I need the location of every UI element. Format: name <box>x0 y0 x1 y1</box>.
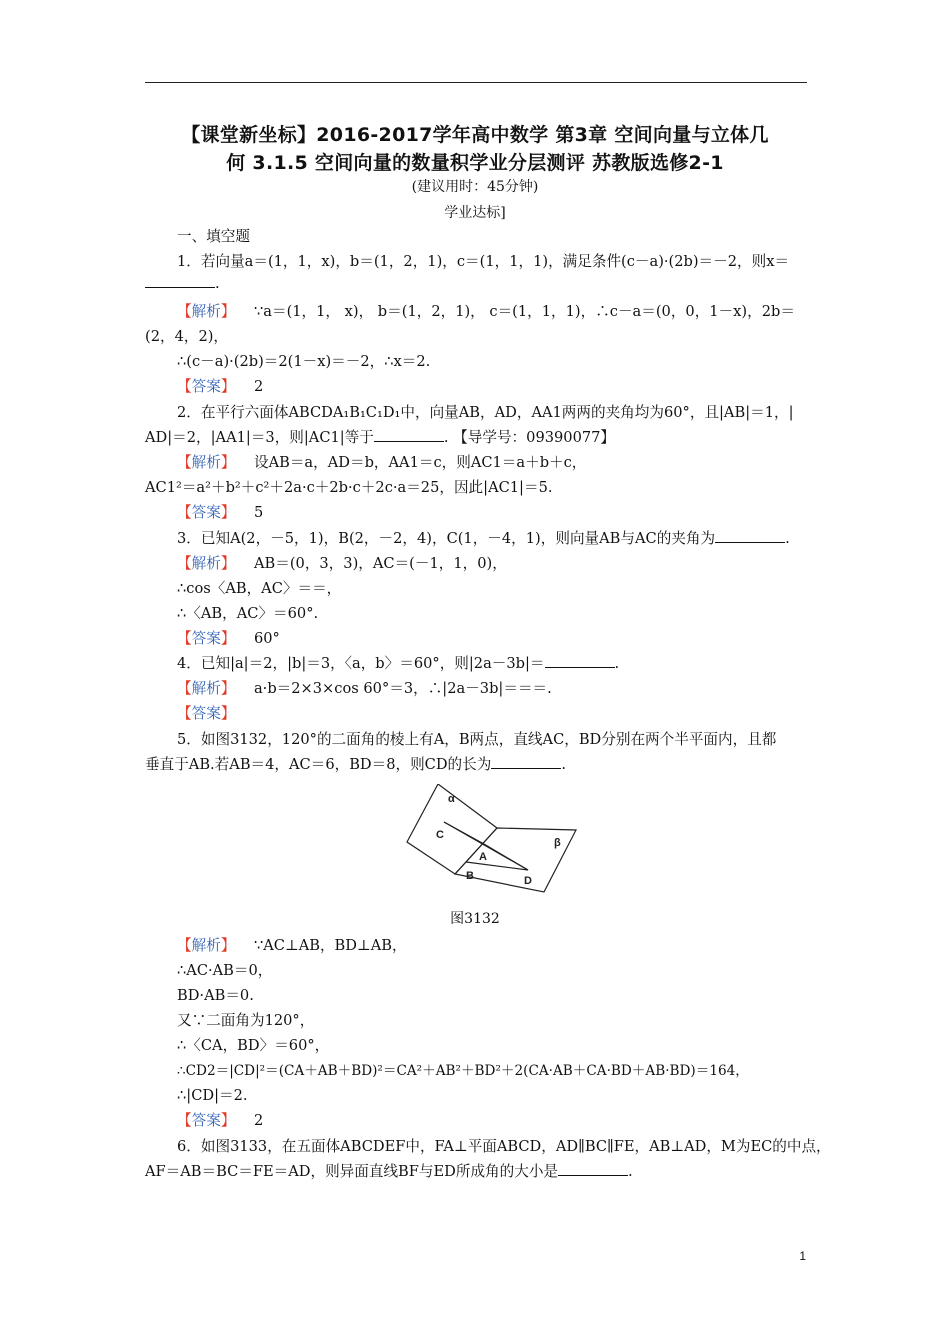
daan-tag: 【答案】 <box>177 1112 236 1129</box>
q1-solution: 【解析】 ∵a＝(1，1， x)， b＝(1，2，1)， c＝(1，1，1)，∴c－a＝(0，0，1－x)，2b＝ <box>177 303 795 320</box>
part-heading: 一、填空题 <box>177 228 250 245</box>
dihedral-angle-figure <box>404 784 580 896</box>
q5-solution: 【解析】 ∵AC⊥AB，BD⊥AB， <box>177 937 407 954</box>
q6-stem: 6．如图3133，在五面体ABCDEF中，FA⊥平面ABCD，AD∥BC∥FE，AB⊥AD，M为EC的中点， <box>177 1138 831 1155</box>
q4-stem: 4．已知|a|＝2，|b|＝3，〈a，b〉＝60°，则|2a－3b|＝ . <box>177 655 620 672</box>
jiexi-tag: 【解析】 <box>177 454 236 471</box>
q4-solution: 【解析】 a·b＝2×3×cos 60°＝3，∴|2a－3b|＝＝＝. <box>177 680 552 697</box>
header-rule <box>145 82 807 83</box>
q1-stem-cont: . <box>145 275 220 292</box>
section-heading: 学业达标] <box>444 205 506 221</box>
label-A: A <box>479 851 487 863</box>
title-line-2: 何 3.1.5 空间向量的数量积学业分层测评 苏教版选修2-1 <box>226 152 724 174</box>
daan-tag: 【答案】 <box>177 504 236 521</box>
q5-solution-7: ∴|CD|＝2. <box>177 1087 248 1104</box>
q4-answer <box>177 702 235 723</box>
q2-answer: 【答案】 5 <box>177 504 264 521</box>
label-C: C <box>436 829 444 841</box>
time-hint: (建议用时：45分钟) <box>411 179 539 195</box>
q3-solution: 【解析】 AB＝(0，3，3)，AC＝(－1，1，0)， <box>177 555 507 572</box>
q5-answer: 【答案】 2 <box>177 1112 264 1129</box>
label-B: B <box>466 870 474 882</box>
jiexi-tag: 【解析】 <box>177 555 236 572</box>
jiexi-tag: 【解析】 <box>177 937 236 954</box>
q3-answer: 【答案】 60° <box>177 630 280 647</box>
q1-answer: 【答案】 2 <box>177 378 264 395</box>
document-title <box>140 121 810 177</box>
jiexi-tag: 【解析】 <box>177 303 236 320</box>
q1-stem: 1．若向量a＝(1，1，x)，b＝(1，2，1)，c＝(1，1，1)，满足条件(c－a)·(2b)＝－2，则x＝ <box>177 253 790 270</box>
answer-blank <box>715 530 785 543</box>
daan-tag: 【答案】 <box>177 630 236 647</box>
q1-solution-3: ∴(c－a)·(2b)＝2(1－x)＝－2，∴x＝2. <box>177 353 431 370</box>
q1-solution-2: (2，4，2)， <box>145 328 229 345</box>
q5-stem: 5．如图3132，120°的二面角的棱上有A，B两点，直线AC，BD分别在两个半平面内，且都 <box>177 731 777 748</box>
q5-solution-6: ∴CD2＝|CD|²＝(CA＋AB＋BD)²＝CA²＋AB²＋BD²＋2(CA·AB＋CA·BD＋AB·BD)＝164， <box>177 1063 749 1079</box>
answer-blank <box>491 756 561 769</box>
q5-solution-3: BD·AB＝0. <box>177 987 254 1004</box>
label-D: D <box>524 875 532 887</box>
answer-blank <box>558 1163 628 1176</box>
label-alpha: α <box>448 793 455 805</box>
q6-stem-cont: AF＝AB＝BC＝FE＝AD，则异面直线BF与ED所成角的大小是 . <box>145 1163 633 1180</box>
answer-blank <box>374 429 444 442</box>
q5-stem-cont: 垂直于AB.若AB＝4，AC＝6，BD＝8，则CD的长为 . <box>145 756 566 773</box>
line-BD <box>466 862 528 870</box>
q5-solution-4: 又∵二面角为120°， <box>177 1012 315 1029</box>
q3-solution-2: ∴cos〈AB，AC〉＝＝， <box>177 580 342 597</box>
q2-stem-cont: AD|＝2，|AA1|＝3，则|AC1|等于 . 【导学号：09390077】 <box>145 429 616 446</box>
q2-solution-2: AC1²＝a²＋b²＋c²＋2a·c＋2b·c＋2c·a＝25，因此|AC1|＝5. <box>145 479 553 496</box>
figure-caption: 图3132 <box>450 911 500 927</box>
q5-solution-5: ∴〈CA，BD〉＝60°， <box>177 1037 330 1054</box>
title-line-1: 【课堂新坐标】2016-2017学年高中数学 第3章 空间向量与立体几 <box>181 124 769 146</box>
page-number: 1 <box>799 1249 806 1263</box>
q3-stem: 3．已知A(2，－5，1)，B(2，－2，4)，C(1，－4，1)，则向量AB与AC的夹角为 . <box>177 530 790 547</box>
label-beta: β <box>554 837 561 849</box>
q2-stem: 2．在平行六面体ABCDA₁B₁C₁D₁中，向量AB，AD，AA1两两的夹角均为60°，且|AB|＝1，| <box>177 404 794 421</box>
daan-tag: 【答案】 <box>177 378 236 395</box>
jiexi-tag: 【解析】 <box>177 680 236 697</box>
answer-blank <box>145 275 215 288</box>
answer-blank <box>545 655 615 668</box>
q2-solution: 【解析】 设AB＝a，AD＝b，AA1＝c，则AC1＝a＋b＋c， <box>177 454 587 471</box>
q3-solution-3: ∴〈AB，AC〉＝60°. <box>177 605 319 622</box>
q5-solution-2: ∴AC·AB＝0， <box>177 962 273 979</box>
daan-tag: 【答案】 <box>177 705 236 722</box>
